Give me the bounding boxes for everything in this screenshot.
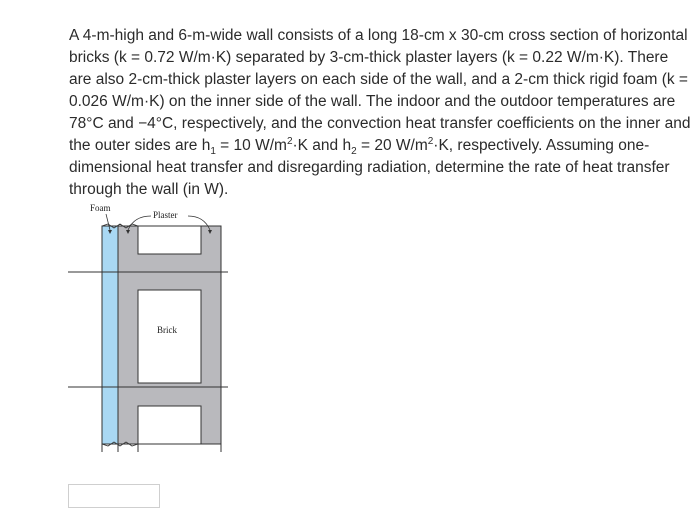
- problem-text-1: A 4-m-high and 6-m-wide wall consists of a long 18-cm x 30-cm cross section of horizontal bricks (k = 0.72 W/m·K) separated by 3-cm-thick plaster layers (k = 0.22 W/m·K). There are also 2-cm-thick plaster layers on each side of the wall, and a 2-cm thick rigid foam (k = 0.026 W/m·K) on the inner side of the wall. The indoor and the outdoor temperatures are 78°C and −4°C, respectively, and the convection heat transfer coefficients on the inner and the outer sides are h: [69, 27, 691, 154]
- brick-label: Brick: [157, 325, 177, 335]
- problem-text-3: ·K and h: [292, 137, 352, 154]
- wall-cross-section-figure: [68, 200, 238, 455]
- plaster-label: Plaster: [153, 210, 178, 220]
- problem-text-2: = 10 W/m: [215, 137, 287, 154]
- h1-subscript: 1: [210, 146, 216, 158]
- answer-input[interactable]: [68, 484, 160, 508]
- problem-text-5: ·K, respectively. Assuming one-dimensional heat transfer and disregarding radiation, determine the rate of heat transfer through the wall (in W).: [69, 137, 670, 198]
- foam-label: Foam: [90, 203, 111, 213]
- brick-middle: [138, 290, 201, 383]
- problem-statement: [69, 25, 694, 201]
- exponent-2: 2: [427, 135, 434, 147]
- brick-bottom-partial: [138, 406, 201, 444]
- problem-text-4: = 20 W/m: [356, 137, 428, 154]
- foam-layer: [102, 226, 118, 444]
- brick-top-partial: [138, 226, 201, 254]
- h2-subscript: 2: [351, 146, 357, 158]
- exponent-1: 2: [286, 135, 293, 147]
